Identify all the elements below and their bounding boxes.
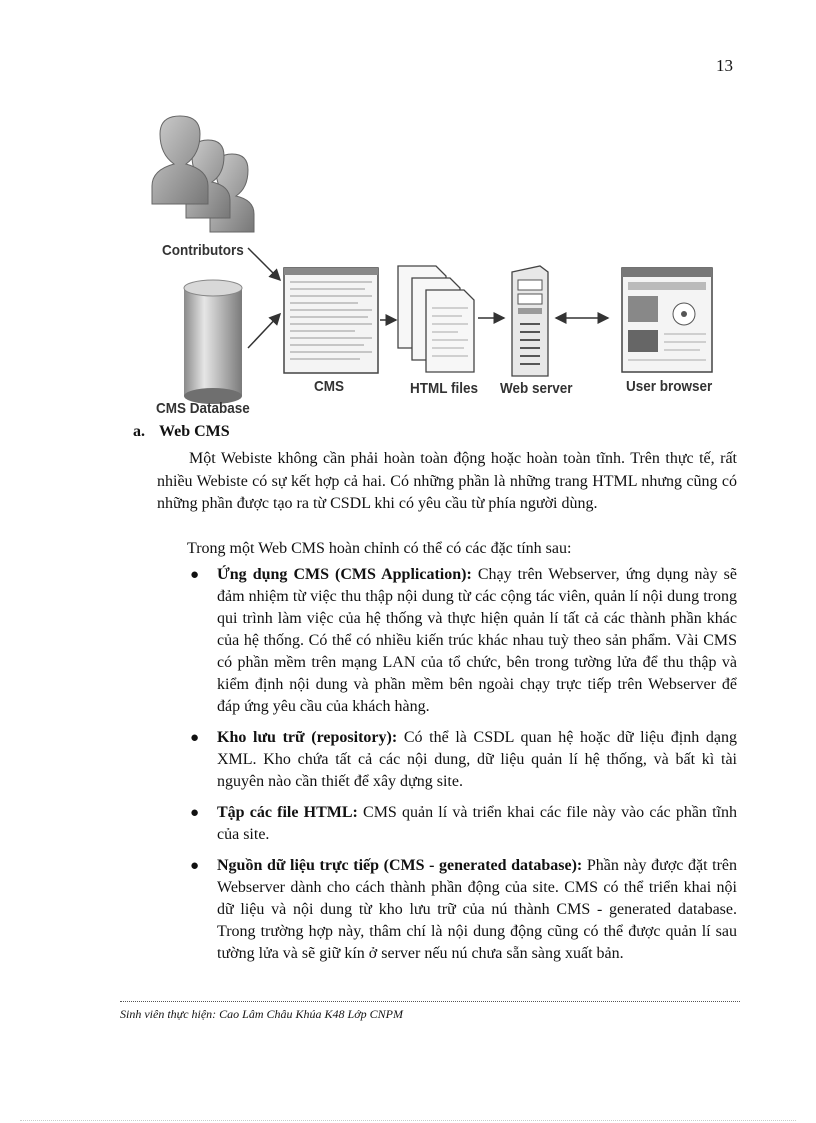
contributors-label: Contributors xyxy=(162,242,244,259)
paragraph-intro: Một Webiste không cần phải hoàn toàn động hoặc hoàn toàn tĩnh. Trên thực tế, rất nhiều Webiste có sự kết hợp cả hai. Có những phần là những trang HTML nhưng cũng có những phần được tạo ra từ CSDL khi có yêu cầu từ phía người dùng. xyxy=(157,450,737,512)
list-item-term: Kho lưu trữ (repository): xyxy=(217,729,398,746)
cms-database-label: CMS Database xyxy=(156,400,250,417)
footer-text: Sinh viên thực hiện: Cao Lâm Châu Khúa K48 Lớp CNPM xyxy=(120,1007,403,1021)
bullet-icon: ● xyxy=(190,730,200,746)
page-bottom-divider xyxy=(20,1120,796,1121)
contributors-icon xyxy=(152,116,254,232)
list-item-text: CMS quản lí và triển khai các file này vào các phần tĩnh của site. xyxy=(217,804,737,843)
cms-label: CMS xyxy=(314,378,345,395)
list-item-term: Nguồn dữ liệu trực tiếp (CMS - generated database): xyxy=(217,857,583,874)
web-server-label: Web server xyxy=(500,380,573,397)
list-item xyxy=(190,727,737,793)
bullet-icon: ● xyxy=(190,858,200,874)
user-browser-icon xyxy=(622,268,712,372)
section-number: a. xyxy=(133,423,145,440)
paragraph-features-lead: Trong một Web CMS hoàn chỉnh có thể có các đặc tính sau: xyxy=(187,540,572,557)
bullet-icon: ● xyxy=(190,805,200,821)
section-heading xyxy=(133,423,230,441)
list-item xyxy=(190,855,737,965)
list-item-term: Ứng dụng CMS (CMS Application): xyxy=(217,566,472,583)
list-item-text: Có thể là CSDL quan hệ hoặc dữ liệu định dạng XML. Kho chứa tất cả các nội dung, dữ liệu quản lí hệ thống, và bất kì tài nguyên nào cần thiết để xây dựng site. xyxy=(217,729,738,790)
database-icon xyxy=(184,280,242,404)
list-item xyxy=(190,802,737,846)
list-item-text: Phần này được đặt trên Webserver dành cho cách thành phần động của site. CMS có thể triển khai nội dữ liệu và nội dung từ kho lưu trữ của nú thành CMS - generated database. Trong trường hợp này, thâm chí là nội dung động cũng có thể được quản lí sau tường lửa và sẽ giữ kín ở server nếu nú chưa sẵn sàng xuất bản. xyxy=(217,857,737,962)
html-files-label: HTML files xyxy=(410,380,479,397)
figure-drawing xyxy=(140,108,740,423)
footer-divider xyxy=(120,1001,740,1002)
list-item xyxy=(190,564,737,718)
cms-window-icon xyxy=(284,268,378,373)
page-number: 13 xyxy=(716,56,733,75)
web-server-icon xyxy=(512,266,548,376)
list-item-term: Tập các file HTML: xyxy=(217,804,358,821)
list-item-text: Chạy trên Webserver, ứng dụng này sẽ đảm nhiệm từ việc thu thập nội dung từ các cộng tác viên, quản lí nội dung trong qui trình làm việc của hệ thống và thực hiện quản lí tất cả các thành phần khác của hệ thống. Có thể có nhiều kiến trúc khác nhau tuỳ theo sản phẩm. Vài CMS có phần mềm trên mạng LAN của tổ chức, bên trong tường lửa để thu thập và kiểm định nội dung và phần mềm bên ngoài chạy trực tiếp trên Webserver để đáp ứng yêu cầu của khách hàng. xyxy=(217,566,737,715)
bullet-icon: ● xyxy=(190,567,200,583)
features-list xyxy=(190,564,737,974)
section-title: Web CMS xyxy=(159,423,230,440)
cms-architecture-figure xyxy=(140,108,740,423)
user-browser-label: User browser xyxy=(626,378,713,395)
